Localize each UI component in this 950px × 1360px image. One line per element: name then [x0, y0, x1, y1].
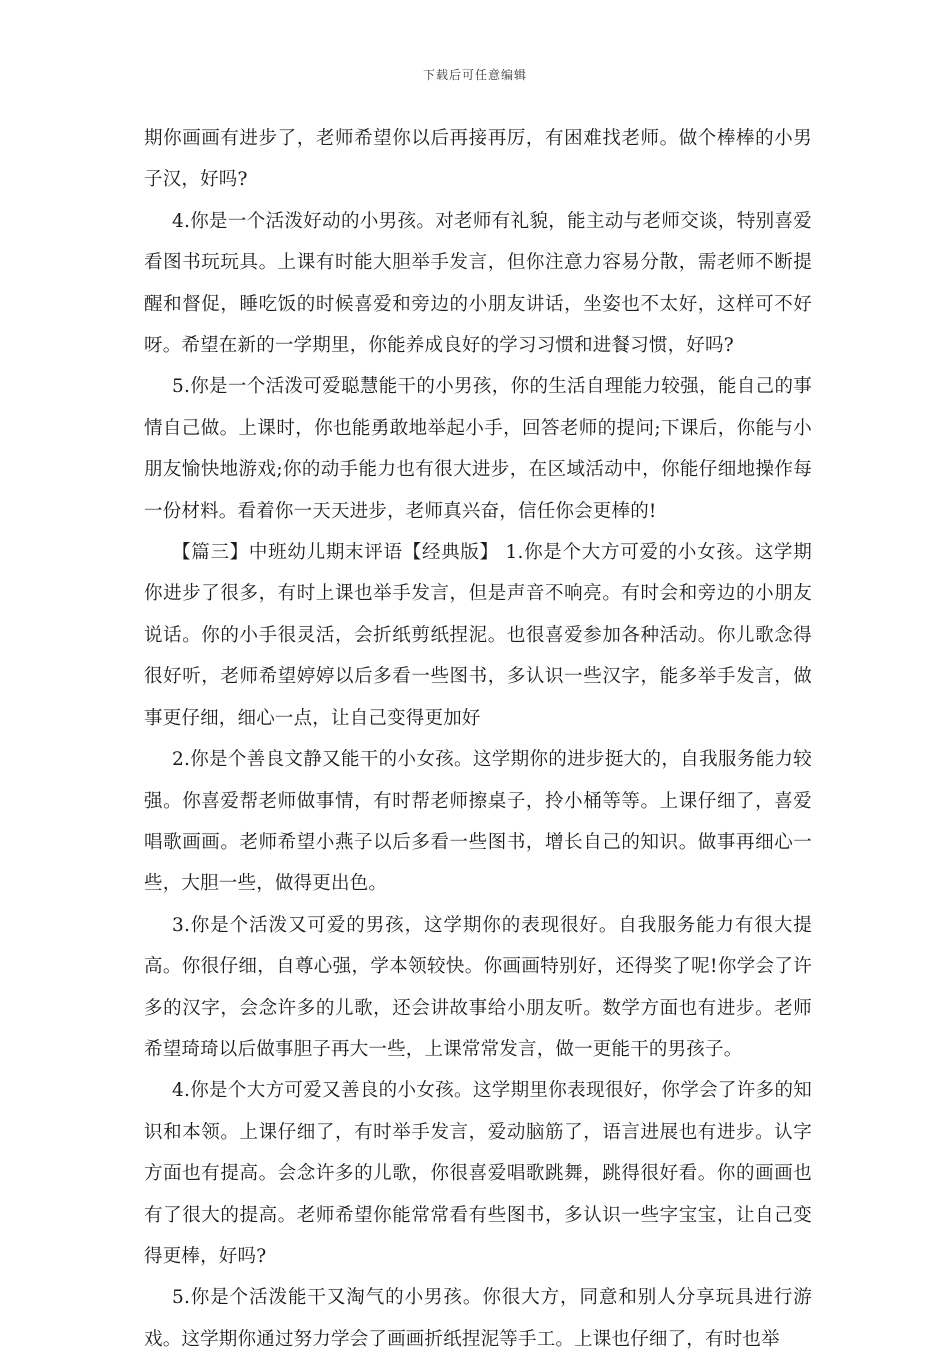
- paragraph: 2.你是个善良文静又能干的小女孩。这学期你的进步挺大的，自我服务能力较强。你喜爱帮老师做事情，有时帮老师擦桌子，拎小桶等等。上课仔细了，喜爱唱歌画画。老师希望小燕子以后多看一些图书，增长自己的知识。做事再细心一些，大胆一些，做得更出色。: [144, 749, 812, 895]
- paragraph: 4.你是个大方可爱又善良的小女孩。这学期里你表现很好，你学会了许多的知识和本领。上课仔细了，有时举手发言，爱动脑筋了，语言进展也有进步。认字方面也有提高。会念许多的儿歌，你很喜爱唱歌跳舞，跳得很好看。你的画画也有了很大的提高。老师希望你能常常看有些图书，多认识一些字宝宝，让自己变得更棒，好吗?: [144, 1080, 812, 1267]
- paragraph: 4.你是一个活泼好动的小男孩。对老师有礼貌，能主动与老师交谈，特别喜爱看图书玩玩具。上课有时能大胆举手发言，但你注意力容易分散，需老师不断提醒和督促，睡吃饭的时候喜爱和旁边的小朋友讲话，坐姿也不太好，这样可不好呀。希望在新的一学期里，你能养成良好的学习习惯和进餐习惯，好吗?: [144, 210, 812, 357]
- paragraph: 5.你是个活泼能干又淘气的小男孩。你很大方，同意和别人分享玩具进行游戏。这学期你通过努力学会了画画折纸捏泥等手工。上课也仔细了，有时也举: [144, 1287, 812, 1350]
- paragraph: 期你画画有进步了，老师希望你以后再接再厉，有困难找老师。做个棒棒的小男子汉，好吗?: [144, 128, 812, 191]
- paragraph: 3.你是个活泼又可爱的男孩，这学期你的表现很好。自我服务能力有很大提高。你很仔细，自尊心强，学本领较快。你画画特别好，还得奖了呢!你学会了许多的汉字，会念许多的儿歌，还会讲故事给小朋友听。数学方面也有进步。老师希望琦琦以后做事胆子再大一些，上课常常发言，做一更能干的男孩子。: [144, 914, 812, 1060]
- paragraph: 【篇三】中班幼儿期末评语【经典版】 1.你是个大方可爱的小女孩。这学期你进步了很多，有时上课也举手发言，但是声音不响亮。有时会和旁边的小朋友说话。你的小手很灵活，会折纸剪纸捏泥。也很喜爱参加各种活动。你儿歌念得很好听，老师希望婷婷以后多看一些图书，多认识一些汉字，能多举手发言，做事更仔细，细心一点，让自己变得更加好: [144, 542, 812, 729]
- document-body: [144, 118, 812, 1360]
- page-header-note: 下载后可任意编辑: [422, 68, 527, 82]
- paragraph: 5.你是一个活泼可爱聪慧能干的小男孩，你的生活自理能力较强，能自己的事情自己做。上课时，你也能勇敢地举起小手，回答老师的提问;下课后，你能与小朋友愉快地游戏;你的动手能力也有很大进步，在区域活动中，你能仔细地操作每一份材料。看着你一天天进步，老师真兴奋，信任你会更棒的!: [144, 376, 812, 522]
